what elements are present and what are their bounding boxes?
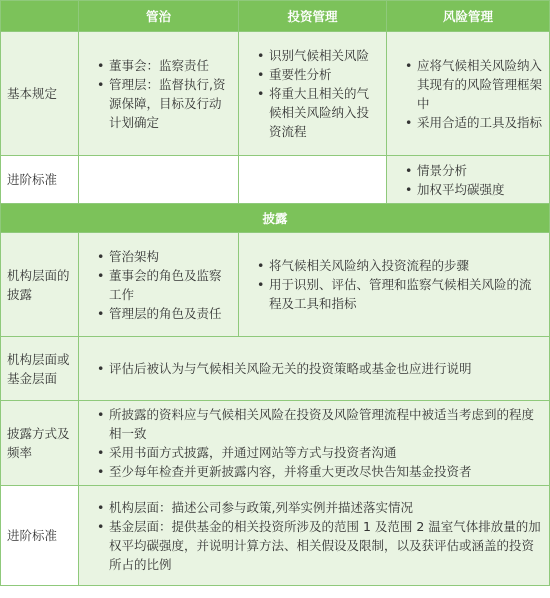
list-item: • 所披露的资料应与气候相关风险在投资及风险管理流程中被适当考虑到的程度相一致 xyxy=(97,405,543,443)
disclosure-advanced-cell xyxy=(79,486,550,586)
list-item: • 识别气候相关风险 xyxy=(257,46,380,65)
list-item: • 管理层：监督执行,资源保障，目标及行动计划确定 xyxy=(97,75,232,132)
disclosure-band-row xyxy=(1,204,550,233)
fund-list xyxy=(79,355,549,382)
entity-disclosure-right-list xyxy=(239,252,549,317)
advanced-investment-cell xyxy=(239,156,387,204)
method-list xyxy=(79,401,549,485)
advanced-row xyxy=(1,156,550,204)
disclosure-advanced-row xyxy=(1,486,550,586)
fund-label: 机构层面或基金层面 xyxy=(1,337,79,401)
list-item: • 董事会的角色及监察工作 xyxy=(97,266,232,304)
basic-row xyxy=(1,32,550,156)
basic-investment-cell xyxy=(239,32,387,156)
list-item: • 用于识别、评估、管理和监察气候相关风险的流程及工具和指标 xyxy=(257,275,543,313)
list-item: • 重要性分析 xyxy=(257,65,380,84)
list-item: • 应将气候相关风险纳入其现有的风险管理框架中 xyxy=(405,56,543,113)
advanced-governance-cell xyxy=(79,156,239,204)
basic-investment-list xyxy=(239,42,386,145)
disclosure-advanced-list xyxy=(79,494,549,578)
advanced-label: 进阶标准 xyxy=(1,156,79,204)
advanced-risk-cell xyxy=(387,156,550,204)
entity-disclosure-row xyxy=(1,233,550,337)
basic-governance-list xyxy=(79,52,238,136)
list-item: • 采用合适的工具及指标 xyxy=(405,113,543,132)
header-risk: 风险管理 xyxy=(387,1,550,32)
list-item: • 采用书面方式披露，并通过网站等方式与投资者沟通 xyxy=(97,443,543,462)
list-item: • 将气候相关风险纳入投资流程的步骤 xyxy=(257,256,543,275)
basic-risk-cell xyxy=(387,32,550,156)
list-item: • 机构层面：描述公司参与政策,列举实例并描述落实情况 xyxy=(97,498,543,517)
disclosure-advanced-label: 进阶标准 xyxy=(1,486,79,586)
method-cell xyxy=(79,401,550,486)
list-item: • 情景分析 xyxy=(405,161,543,180)
header-governance: 管治 xyxy=(79,1,239,32)
basic-label: 基本规定 xyxy=(1,32,79,156)
basic-governance-cell xyxy=(79,32,239,156)
method-row xyxy=(1,401,550,486)
list-item: • 管治架构 xyxy=(97,247,232,266)
entity-disclosure-left-cell xyxy=(79,233,239,337)
list-item: • 管理层的角色及责任 xyxy=(97,304,232,323)
list-item: • 董事会：监察责任 xyxy=(97,56,232,75)
list-item: • 将重大且相关的气候相关风险纳入投资流程 xyxy=(257,84,380,141)
method-label: 披露方式及频率 xyxy=(1,401,79,486)
list-item: • 评估后被认为与气候相关风险无关的投资策略或基金也应进行说明 xyxy=(97,359,543,378)
fund-row xyxy=(1,337,550,401)
header-row xyxy=(1,1,550,32)
list-item: • 加权平均碳强度 xyxy=(405,180,543,199)
header-investment: 投资管理 xyxy=(239,1,387,32)
list-item: • 至少每年检查并更新披露内容，并将重大更改尽快告知基金投资者 xyxy=(97,462,543,481)
fund-cell xyxy=(79,337,550,401)
header-corner xyxy=(1,1,79,32)
entity-disclosure-left-list xyxy=(79,243,238,327)
list-item: • 基金层面：提供基金的相关投资所涉及的范围 1 及范围 2 温室气体排放量的加权平均碳强度，并说明计算方法、相关假设及限制，以及获评估或涵盖的投资所占的比例 xyxy=(97,517,543,574)
entity-disclosure-label: 机构层面的披露 xyxy=(1,233,79,337)
advanced-risk-list xyxy=(387,157,549,203)
entity-disclosure-right-cell xyxy=(239,233,550,337)
basic-risk-list xyxy=(387,52,549,136)
disclosure-title: 披露 xyxy=(1,204,550,233)
